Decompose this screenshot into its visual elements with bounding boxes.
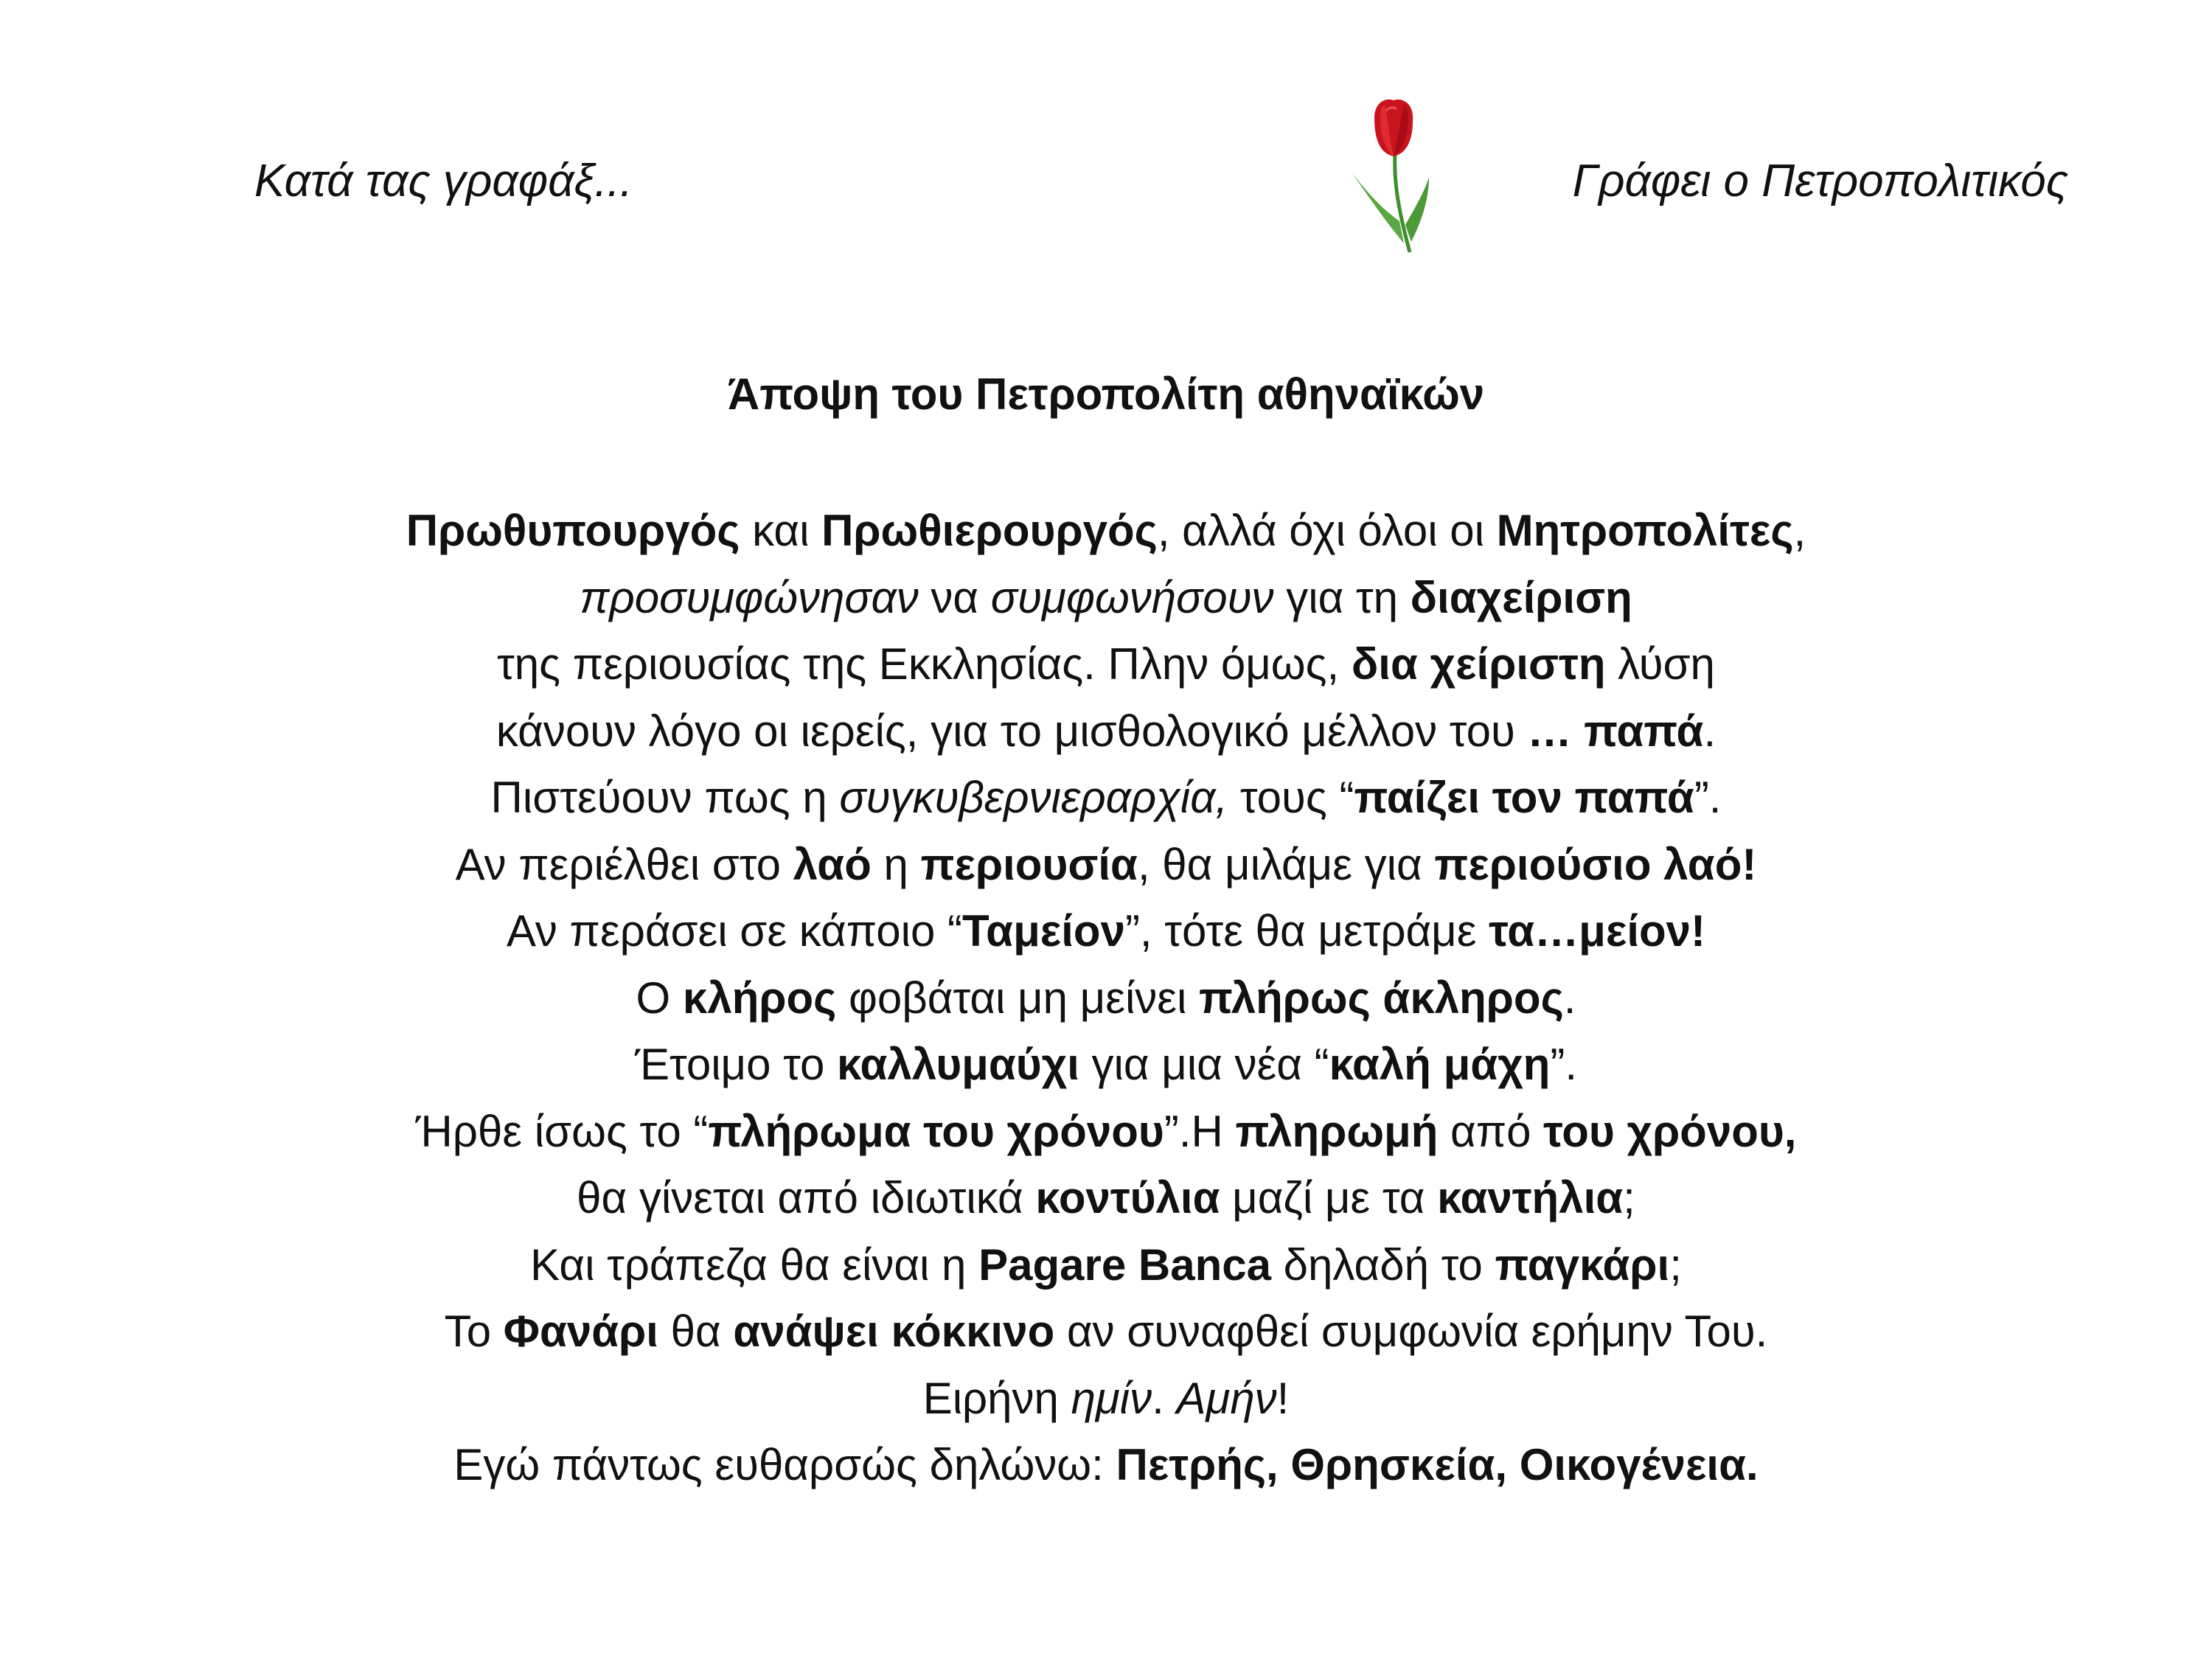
- text-span: λαό: [793, 839, 872, 889]
- text-line: [0, 1298, 2212, 1366]
- text-span: Φανάρι: [503, 1307, 658, 1356]
- page-title: Άποψη του Πετροπολίτη αθηναϊκών: [727, 369, 1485, 419]
- text-span: από: [1438, 1106, 1544, 1156]
- text-span: μαζί με τα: [1220, 1173, 1438, 1222]
- text-span: καντήλια: [1437, 1173, 1624, 1222]
- text-span: ανάψει κόκκινο: [733, 1307, 1055, 1356]
- text-span: θα: [658, 1307, 734, 1356]
- text-span: καλλυμαύχι: [837, 1040, 1079, 1089]
- text-line: [0, 498, 2212, 565]
- text-span: για μια νέα “: [1079, 1040, 1329, 1089]
- text-span: ;: [1623, 1173, 1635, 1222]
- text-span: Ήρθε ίσως το “: [415, 1106, 709, 1156]
- text-span: , θα μιλάμε για: [1137, 839, 1435, 889]
- text-span: της περιουσίας της Εκκλησίας. Πλην όμως,: [497, 639, 1352, 689]
- text-span: κάνουν λόγο οι ιερείς, για το μισθολογικό μέλλον του: [495, 706, 1528, 756]
- text-span: ”.: [1550, 1040, 1578, 1089]
- text-span: πλήρως άκληρος: [1199, 973, 1564, 1023]
- text-span: για τη: [1273, 572, 1411, 622]
- text-span: συγκυβερνιεραρχία,: [839, 773, 1228, 822]
- text-span: ”.Η: [1164, 1106, 1236, 1156]
- text-span: περιουσία: [920, 839, 1138, 889]
- text-span: Εγώ πάντως ευθαρσώς δηλώνω:: [453, 1440, 1116, 1489]
- text-span: θα γίνεται από ιδιωτικά: [577, 1173, 1036, 1222]
- text-span: Και τράπεζα θα είναι η: [530, 1239, 979, 1290]
- text-span: Αμήν: [1176, 1373, 1277, 1423]
- text-span: … παπά: [1527, 706, 1704, 756]
- text-span: διαχείριση: [1410, 572, 1632, 622]
- text-span: ”, τότε θα μετράμε: [1124, 906, 1489, 956]
- text-span: ,: [1793, 506, 1806, 555]
- text-line: [0, 698, 2212, 765]
- text-span: Μητροπολίτες: [1496, 506, 1794, 555]
- text-line: [0, 765, 2212, 832]
- text-line: [0, 1366, 2212, 1433]
- text-span: Αν περάσει σε κάποιο “: [506, 906, 962, 956]
- body-text: [0, 498, 2212, 1499]
- text-span: Πρωθιερουργός: [821, 506, 1158, 555]
- text-span: Το: [444, 1307, 504, 1356]
- text-line: [0, 1232, 2212, 1299]
- text-line: [0, 1432, 2212, 1499]
- text-span: Πετρής, Θρησκεία, Οικογένεια.: [1116, 1440, 1759, 1489]
- text-span: φοβάται μη μείνει: [836, 973, 1200, 1023]
- text-span: προσυμφώνησαν: [580, 572, 919, 622]
- header-left-text: Κατά τας γραφάξ...: [254, 156, 633, 206]
- text-span: Πιστεύουν πως η: [490, 773, 840, 822]
- text-span: , αλλά όχι όλοι οι: [1157, 506, 1497, 555]
- text-span: δηλαδή το: [1270, 1239, 1495, 1290]
- text-span: τα…μείον!: [1489, 906, 1706, 956]
- text-span: παίζει τον παπά: [1354, 773, 1694, 822]
- text-span: τους “: [1228, 773, 1354, 822]
- text-span: κλήρος: [682, 973, 837, 1023]
- tulip-icon: [1342, 96, 1445, 258]
- text-line: [0, 565, 2212, 632]
- text-span: να: [918, 572, 991, 622]
- text-span: .: [1703, 706, 1717, 756]
- text-span: παγκάρι: [1495, 1239, 1670, 1290]
- text-span: αν συναφθεί συμφωνία ερήμην Του.: [1054, 1307, 1768, 1356]
- text-span: και: [740, 506, 822, 555]
- text-span: κοντύλια: [1035, 1173, 1220, 1222]
- text-span: καλή μάχη: [1329, 1040, 1551, 1089]
- text-span: ημίν: [1071, 1373, 1152, 1423]
- text-span: περιούσιο λαό!: [1434, 839, 1757, 889]
- text-span: ;: [1669, 1239, 1682, 1290]
- text-span: Πρωθυπουργός: [406, 506, 740, 555]
- text-span: Έτοιμο το: [634, 1040, 838, 1089]
- text-span: Αν περιέλθει στο: [455, 839, 793, 889]
- text-span: Ταμείον: [961, 906, 1125, 956]
- text-span: δια χείριστη: [1351, 639, 1606, 689]
- text-span: Ειρήνη: [922, 1373, 1071, 1423]
- text-span: !: [1276, 1373, 1290, 1423]
- text-line: [0, 631, 2212, 698]
- text-line: [0, 898, 2212, 965]
- text-span: ”.: [1694, 773, 1722, 822]
- text-span: λύση: [1605, 639, 1715, 689]
- text-span: συμφωνήσουν: [990, 572, 1274, 622]
- text-span: η: [871, 839, 921, 889]
- text-span: πλήρωμα του χρόνου: [708, 1106, 1164, 1156]
- text-line: [0, 1032, 2212, 1099]
- text-span: Pagare Banca: [978, 1239, 1271, 1290]
- text-line: [0, 965, 2212, 1032]
- text-line: [0, 832, 2212, 899]
- text-span: .: [1563, 973, 1576, 1023]
- text-span: Ο: [636, 973, 683, 1023]
- text-span: του χρόνου,: [1543, 1106, 1797, 1156]
- text-line: [0, 1165, 2212, 1232]
- text-span: πληρωμή: [1235, 1106, 1439, 1156]
- text-span: .: [1152, 1373, 1177, 1423]
- header-right-text: Γράφει ο Πετροπολιτικός: [1572, 156, 2068, 206]
- text-line: [0, 1099, 2212, 1166]
